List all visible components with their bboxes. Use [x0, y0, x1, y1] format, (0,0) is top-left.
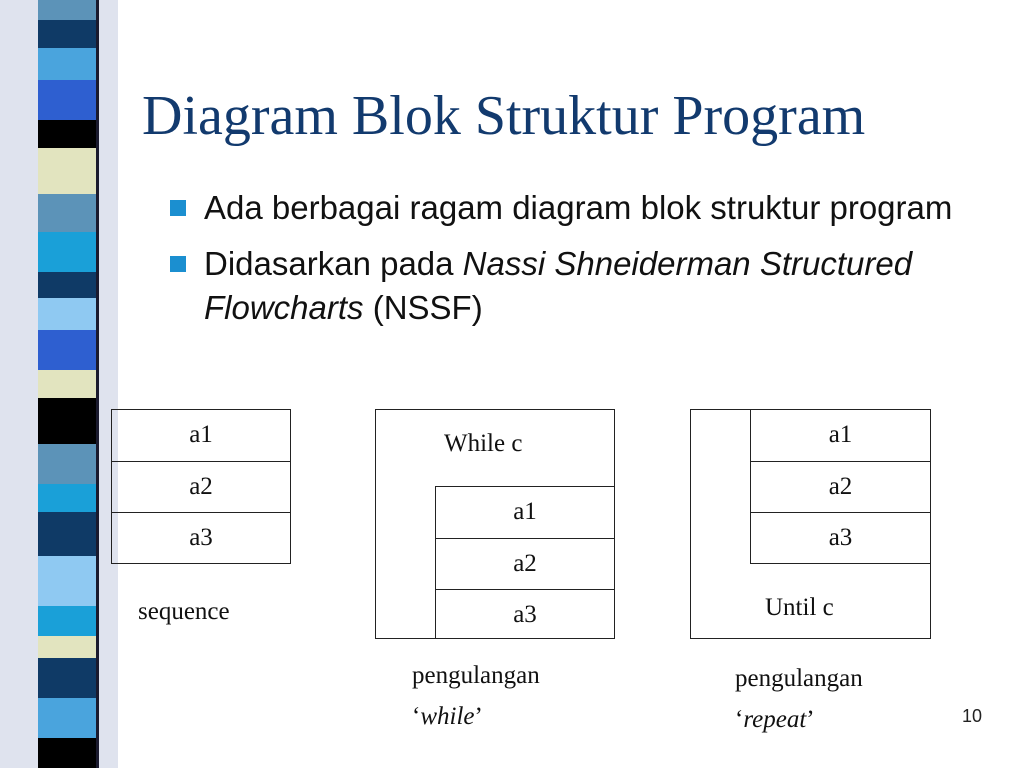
while-step-a2: a2	[435, 538, 615, 590]
bullet-text-prefix: Didasarkan pada	[204, 245, 463, 282]
sequence-step-a3: a3	[111, 512, 291, 564]
bullet-text-suffix: (NSSF)	[363, 289, 483, 326]
repeat-step-a2: a2	[750, 461, 931, 513]
while-caption-line1: pengulangan	[412, 662, 540, 689]
sequence-step-a2: a2	[111, 461, 291, 513]
while-step-a1: a1	[435, 486, 615, 539]
decorative-stripe	[0, 0, 118, 768]
bullet-list	[170, 186, 990, 342]
page-number: 10	[962, 706, 983, 726]
repeat-caption-line1: pengulangan	[735, 665, 863, 692]
bullet-text-italic: Nassi Shneiderman Structured Flowcharts	[204, 245, 913, 326]
sequence-step-a1: a1	[111, 409, 291, 462]
square-bullet-icon	[170, 200, 186, 216]
repeat-caption-line2: ‘repeat’	[735, 706, 815, 733]
sequence-caption: sequence	[138, 598, 230, 625]
while-step-a3: a3	[435, 589, 615, 639]
bullet-item	[170, 186, 990, 230]
bullet-text: Ada berbagai ragam diagram blok struktur program	[204, 189, 953, 226]
repeat-condition: Until c	[765, 594, 834, 621]
bullet-item	[170, 242, 990, 330]
repeat-step-a3: a3	[750, 512, 931, 564]
square-bullet-icon	[170, 256, 186, 272]
repeat-step-a1: a1	[750, 409, 931, 462]
while-caption-line2: ‘while’	[412, 703, 483, 730]
slide-title: Diagram Blok Struktur Program	[142, 85, 866, 147]
while-condition: While c	[444, 430, 523, 457]
